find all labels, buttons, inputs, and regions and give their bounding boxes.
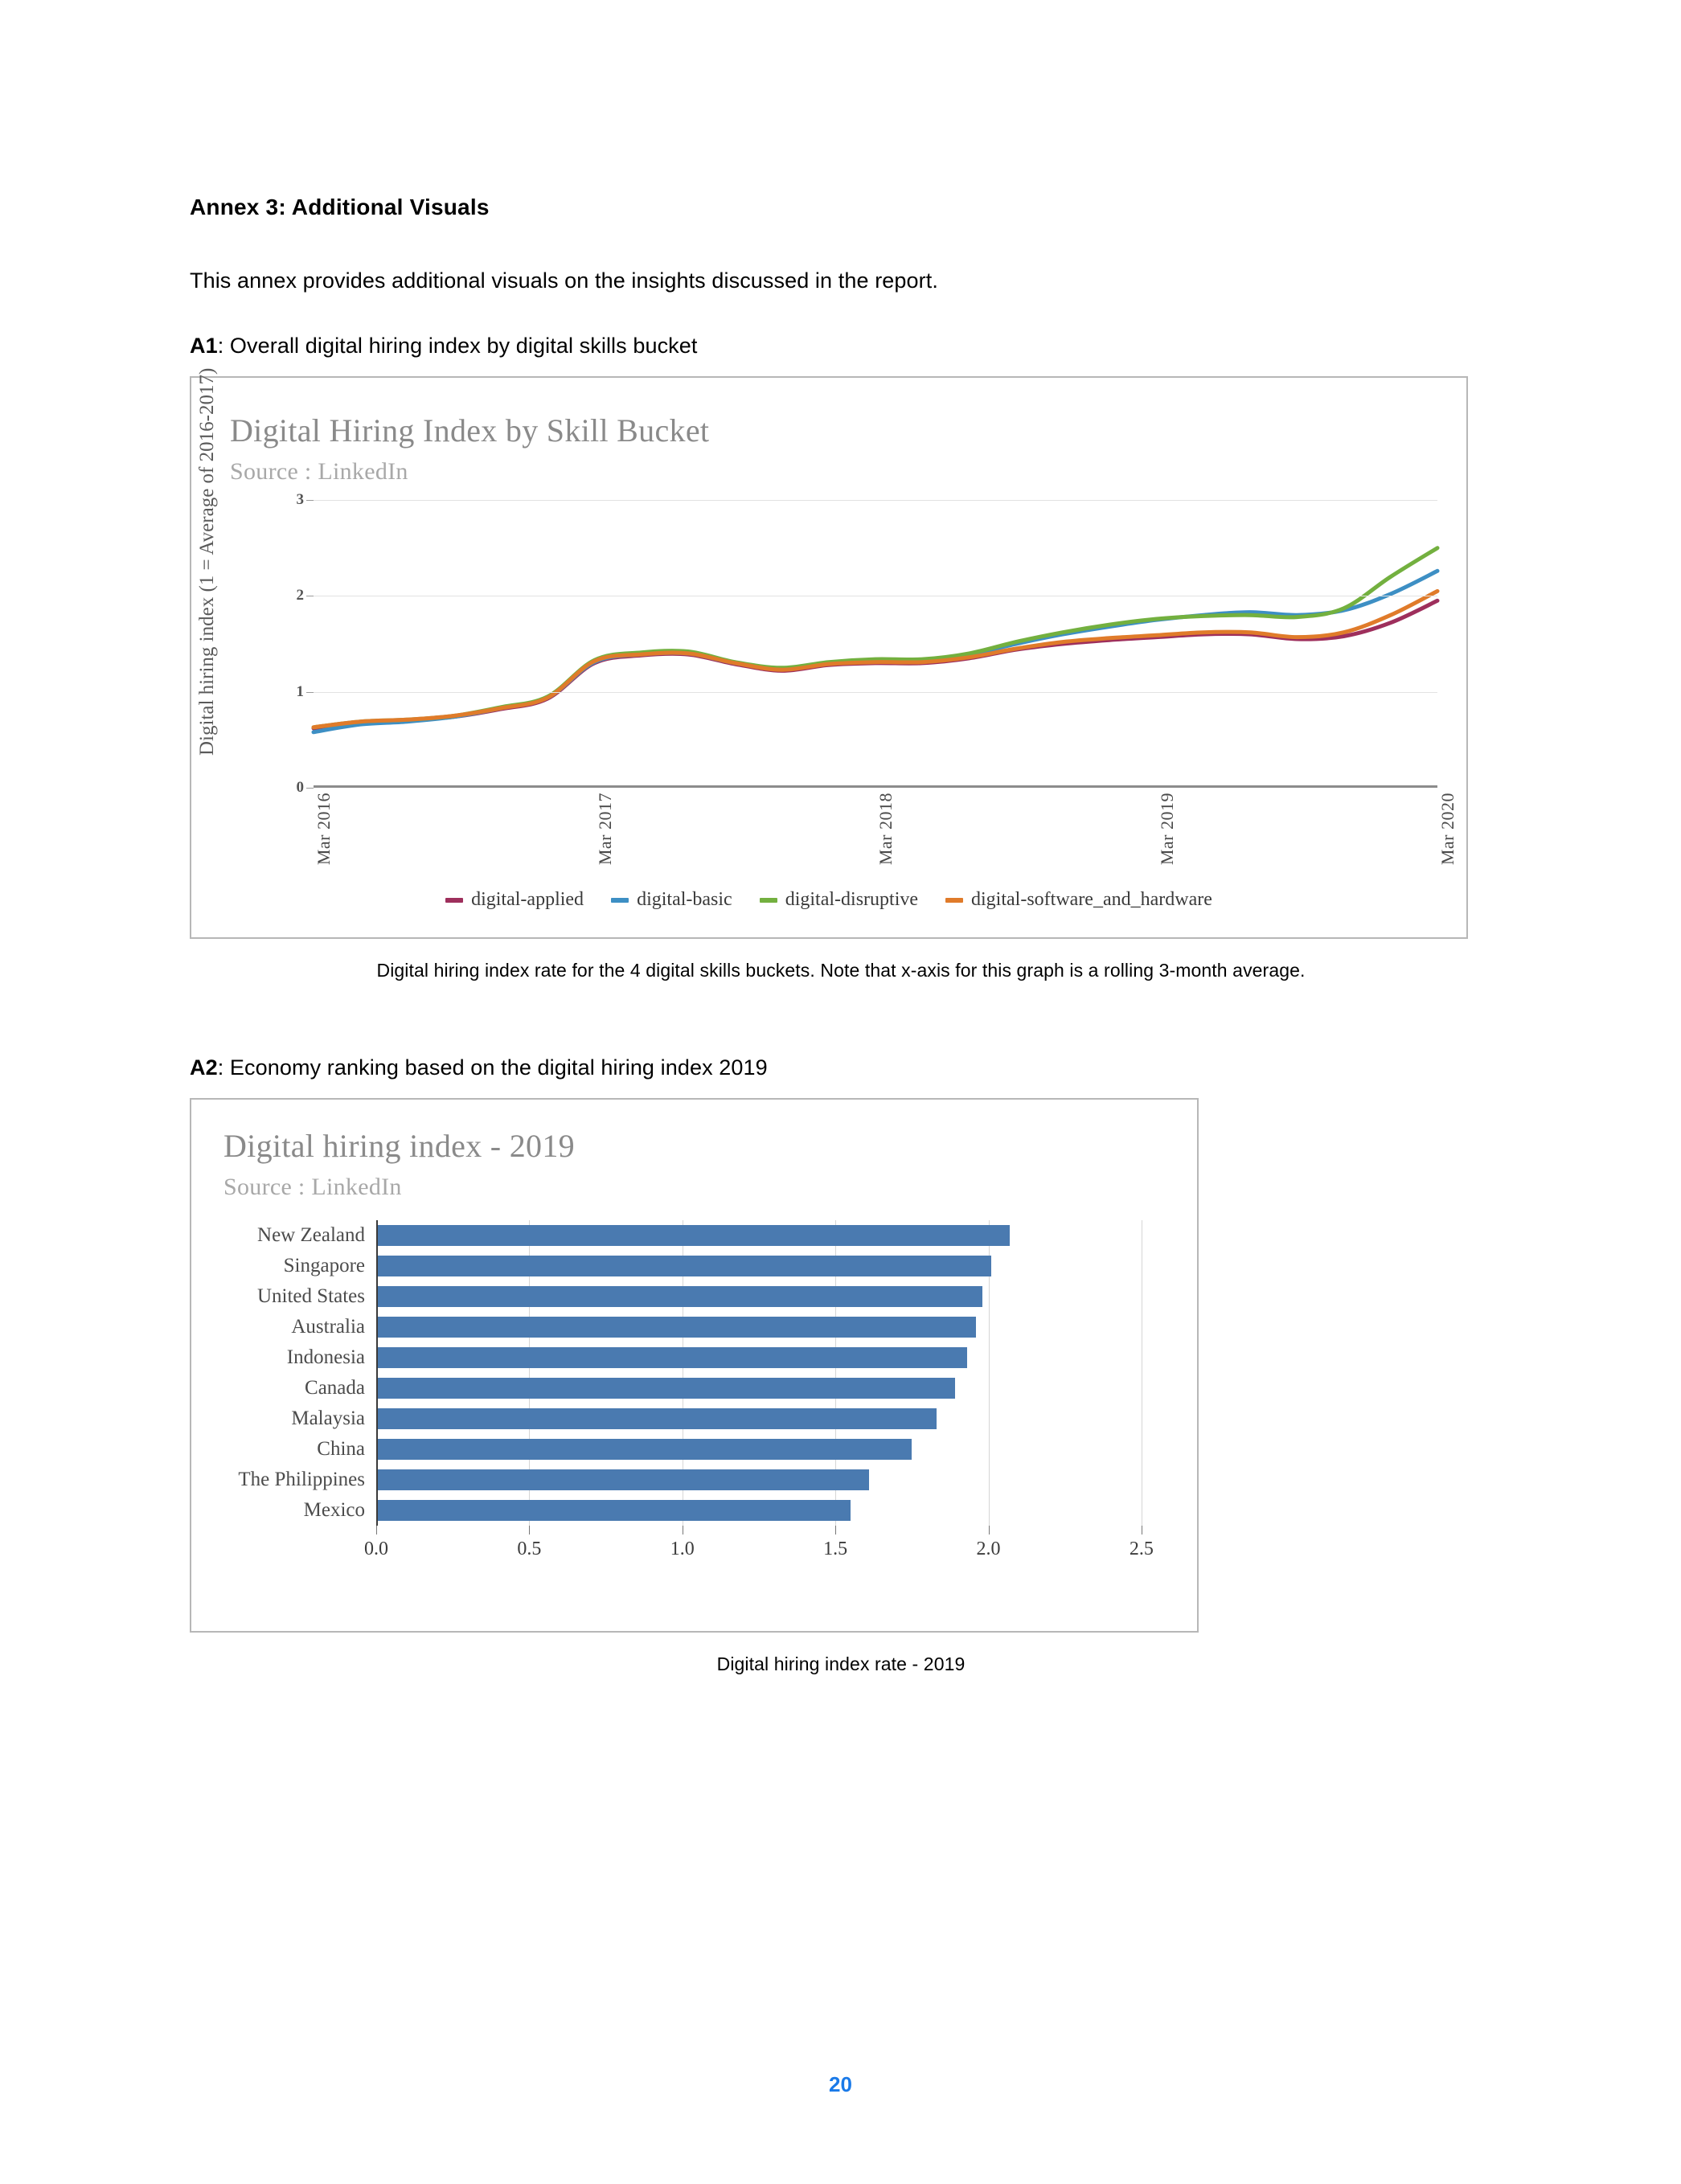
- chart2-bar-row: [223, 1312, 1172, 1342]
- chart2-category-label: Mexico: [303, 1499, 365, 1521]
- chart1-legend: [191, 889, 1466, 911]
- chart1-y-tick-label: 0: [296, 779, 304, 796]
- chart2-bar[interactable]: [376, 1378, 955, 1399]
- chart1-x-tick-label: Mar 2017: [594, 793, 615, 866]
- section-a2-heading-text: : Economy ranking based on the digital hiring index 2019: [217, 1055, 768, 1080]
- chart1-x-tick-label: Mar 2019: [1156, 793, 1177, 866]
- legend-item-digital-software_and_hardware[interactable]: [945, 889, 1212, 911]
- chart2-x-tick-mark: [376, 1526, 377, 1535]
- annex-heading: Annex 3: Additional Visuals: [190, 195, 490, 219]
- chart2-bar-track: [376, 1251, 1172, 1281]
- section-a2-tag: A2: [190, 1055, 218, 1080]
- chart1-y-tick-mark: [306, 692, 314, 693]
- chart1-y-tick-label: 2: [296, 587, 304, 604]
- chart1-plot-area: [296, 491, 1437, 796]
- chart2-x-tick-mark: [529, 1526, 530, 1535]
- chart2-bar-track: [376, 1281, 1172, 1312]
- chart2-bar[interactable]: [376, 1439, 912, 1460]
- chart2-bar-track: [376, 1312, 1172, 1342]
- legend-label: digital-applied: [471, 889, 584, 910]
- chart2-bar-rows: [223, 1220, 1172, 1526]
- chart2-bar[interactable]: [376, 1500, 851, 1521]
- chart2-category-label: The Philippines: [238, 1469, 365, 1490]
- chart2-bar[interactable]: [376, 1317, 976, 1338]
- chart2-bar-track: [376, 1465, 1172, 1495]
- legend-item-digital-basic[interactable]: [611, 889, 732, 911]
- legend-swatch-icon: [445, 898, 463, 903]
- chart2-bar[interactable]: [376, 1256, 991, 1276]
- chart1-y-axis-label: Digital hiring index (1 = Average of 2016-2017): [196, 367, 218, 756]
- chart2-category-label: Malaysia: [291, 1408, 365, 1429]
- chart1-x-tick-label: Mar 2020: [1437, 793, 1458, 866]
- chart2-plot-area: [223, 1220, 1172, 1566]
- figure-a2-bar-chart: [190, 1098, 1199, 1633]
- chart2-y-axis-line: [376, 1220, 378, 1526]
- chart1-series-svg: [314, 500, 1437, 788]
- chart2-bar[interactable]: [376, 1347, 967, 1368]
- chart2-category-label: New Zealand: [257, 1224, 365, 1246]
- chart2-category-label: Australia: [291, 1316, 365, 1338]
- chart2-bar-row: [223, 1403, 1172, 1434]
- chart1-y-tick-mark: [306, 788, 314, 789]
- chart2-bar[interactable]: [376, 1469, 869, 1490]
- chart1-x-axis-line: [314, 785, 1437, 788]
- chart2-bar-row: [223, 1434, 1172, 1465]
- chart2-category-label: Canada: [305, 1377, 365, 1399]
- chart2-x-tick-label: 1.5: [823, 1539, 848, 1559]
- chart2-category-label: Singapore: [283, 1255, 365, 1276]
- chart2-bar-track: [376, 1434, 1172, 1465]
- legend-item-digital-applied[interactable]: [445, 889, 584, 911]
- section-a2-heading: [190, 981, 1492, 1080]
- legend-label: digital-disruptive: [785, 889, 919, 910]
- chart2-bar[interactable]: [376, 1225, 1010, 1246]
- chart2-category-label: China: [317, 1438, 365, 1460]
- chart2-x-tick-label: 0.5: [517, 1539, 542, 1559]
- page-number: 20: [829, 2072, 852, 2096]
- chart2-bar-row: [223, 1465, 1172, 1495]
- chart2-x-tick-label: 1.0: [670, 1539, 695, 1559]
- chart1-x-tick-label: Mar 2018: [875, 793, 896, 866]
- chart1-source: Source : LinkedIn: [230, 458, 408, 485]
- chart2-x-tick-label: 0.0: [364, 1539, 388, 1559]
- chart2-bar-track: [376, 1220, 1172, 1251]
- chart2-source: Source : LinkedIn: [223, 1174, 402, 1200]
- chart2-x-tick-label: 2.5: [1129, 1539, 1154, 1559]
- chart1-gridline: [314, 692, 1437, 693]
- chart1-gridline: [314, 500, 1437, 501]
- chart1-y-tick-mark: [306, 500, 314, 501]
- section-a1-heading-text: : Overall digital hiring index by digital skills bucket: [217, 334, 698, 358]
- legend-label: digital-software_and_hardware: [971, 889, 1212, 910]
- figure-a1-line-chart: [190, 367, 1468, 939]
- chart2-bar-track: [376, 1342, 1172, 1373]
- chart2-bar-row: [223, 1495, 1172, 1526]
- chart2-bar-track: [376, 1373, 1172, 1403]
- chart2-bar-row: [223, 1281, 1172, 1312]
- chart2-bar[interactable]: [376, 1286, 982, 1307]
- chart2-bar-track: [376, 1403, 1172, 1434]
- chart1-y-tick-label: 3: [296, 491, 304, 508]
- chart2-x-tick-mark: [835, 1526, 836, 1535]
- chart2-bar-row: [223, 1220, 1172, 1251]
- figure-a1-caption: Digital hiring index rate for the 4 digital skills buckets. Note that x-axis for this graph is a rolling 3-month average.: [376, 960, 1306, 981]
- legend-label: digital-basic: [637, 889, 732, 910]
- legend-swatch-icon: [945, 898, 963, 903]
- chart2-title: Digital hiring index - 2019: [223, 1128, 575, 1164]
- legend-item-digital-disruptive[interactable]: [760, 889, 918, 911]
- chart2-bar-row: [223, 1342, 1172, 1373]
- legend-swatch-icon: [760, 898, 777, 903]
- chart1-x-tick-labels: [314, 793, 1458, 889]
- intro-paragraph: This annex provides additional visuals on the insights discussed in the report.: [190, 268, 938, 293]
- chart2-category-label: United States: [256, 1285, 365, 1307]
- chart1-x-tick-label: Mar 2016: [314, 793, 334, 866]
- chart1-y-tick-label: 1: [296, 682, 304, 700]
- section-a1-tag: A1: [190, 334, 218, 358]
- chart1-title: Digital Hiring Index by Skill Bucket: [230, 412, 710, 449]
- figure-a2-caption: Digital hiring index rate - 2019: [716, 1653, 966, 1674]
- chart2-bar-track: [376, 1495, 1172, 1526]
- page-content: [190, 0, 1492, 1675]
- chart2-bar-row: [223, 1373, 1172, 1403]
- chart2-x-axis: [364, 1526, 1172, 1566]
- legend-swatch-icon: [611, 898, 629, 903]
- chart2-category-label: Indonesia: [286, 1346, 365, 1368]
- chart2-bar[interactable]: [376, 1408, 937, 1429]
- chart2-x-tick-label: 2.0: [976, 1539, 1001, 1559]
- chart2-x-tick-mark: [989, 1526, 990, 1535]
- chart2-bar-row: [223, 1251, 1172, 1281]
- section-a1-heading: [190, 293, 1492, 359]
